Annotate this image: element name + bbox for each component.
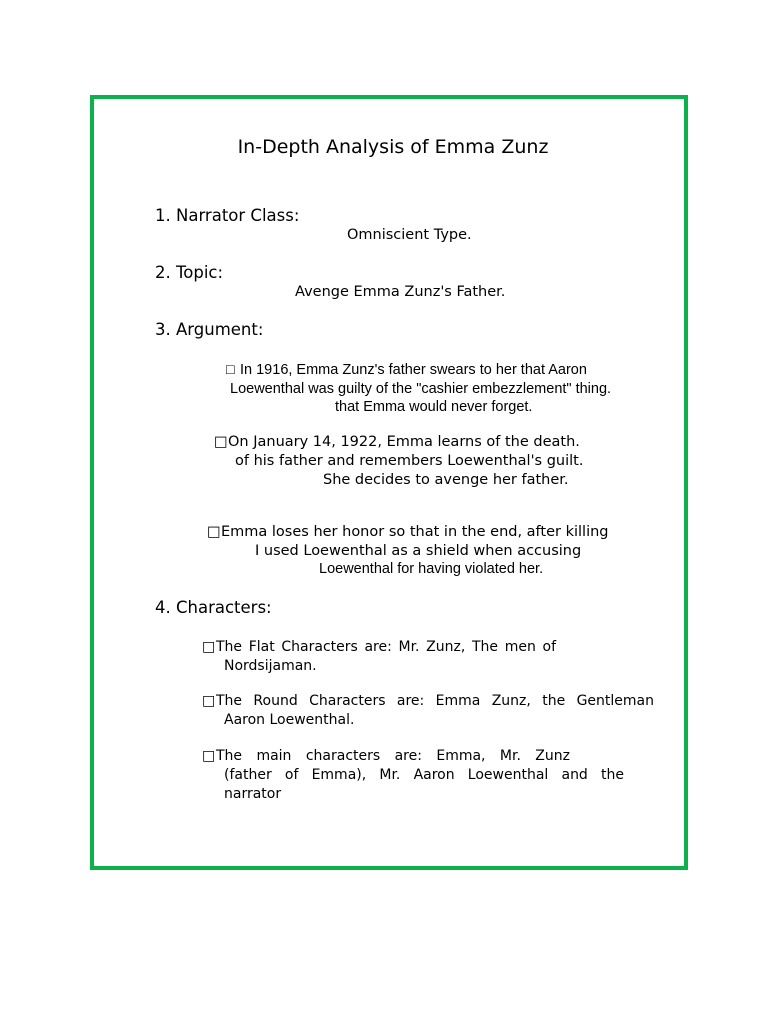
characters-line: The Round Characters are: Emma Zunz, the Gentleman: [216, 693, 654, 709]
argument-line: that Emma would never forget.: [335, 399, 533, 415]
argument-line: In 1916, Emma Zunz's father swears to her that Aaron: [240, 362, 587, 378]
bullet-marker: □: [214, 434, 228, 450]
characters-line: (father of Emma), Mr. Aaron Loewenthal and the: [224, 767, 624, 783]
argument-heading: 3. Argument:: [155, 320, 264, 339]
argument-line: Loewenthal for having violated her.: [319, 561, 544, 577]
characters-line: The main characters are: Emma, Mr. Zunz: [216, 748, 570, 764]
argument-line: She decides to avenge her father.: [323, 472, 569, 488]
topic-heading: 2. Topic:: [155, 263, 224, 282]
argument-line: of his father and remembers Loewenthal's guilt.: [235, 453, 584, 469]
argument-line: On January 14, 1922, Emma learns of the death.: [228, 434, 580, 450]
argument-line: Loewenthal was guilty of the "cashier embezzlement" thing.: [230, 381, 612, 397]
document-frame: [90, 95, 688, 870]
bullet-marker: □: [202, 639, 216, 655]
narrator-value: Omniscient Type.: [347, 227, 472, 243]
topic-value: Avenge Emma Zunz's Father.: [295, 284, 506, 300]
characters-line: The Flat Characters are: Mr. Zunz, The men of: [216, 639, 556, 655]
argument-line: I used Loewenthal as a shield when accusing: [255, 543, 582, 559]
bullet-marker: □: [202, 748, 216, 764]
bullet-marker: □: [202, 693, 216, 709]
characters-heading: 4. Characters:: [155, 598, 272, 617]
document-title: In-Depth Analysis of Emma Zunz: [237, 136, 549, 158]
characters-line: Aaron Loewenthal.: [224, 712, 355, 728]
bullet-marker: □: [226, 362, 235, 378]
argument-line: Emma loses her honor so that in the end, after killing: [221, 524, 609, 540]
characters-line: Nordsijaman.: [224, 658, 317, 674]
bullet-marker: □: [207, 524, 221, 540]
characters-line: narrator: [224, 786, 282, 802]
narrator-heading: 1. Narrator Class:: [155, 206, 300, 225]
